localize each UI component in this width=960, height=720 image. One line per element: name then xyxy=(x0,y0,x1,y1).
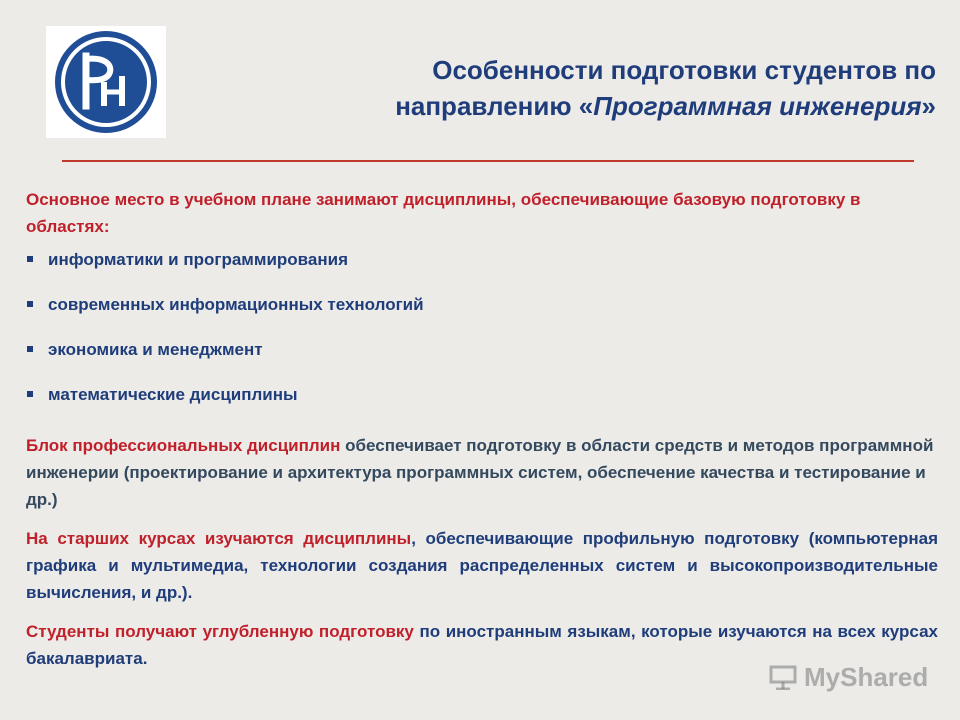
senior-text: , обеспечивающие профильную подготовку (компьютерная графика и мультимедиа, технологии создания распределенных систем и высокопроизводительные вычисления, и др.). xyxy=(26,529,938,602)
bullet-square-icon xyxy=(27,346,33,352)
prof-block-paragraph xyxy=(26,432,938,513)
bullet-list xyxy=(26,246,938,426)
bullet-item: экономика и менеджмент xyxy=(26,336,938,381)
title-suffix: » xyxy=(921,91,936,121)
title-italic: Программная инженерия xyxy=(593,91,922,121)
prof-block-text: обеспечивает подготовку в области средств и методов программной инженерии (проектирование и архитектура программных систем, обеспечение качества и тестирование и др.) xyxy=(26,436,934,509)
bullet-square-icon xyxy=(27,256,33,262)
title-line-1: Особенности подготовки студентов по xyxy=(432,55,936,85)
senior-highlight: На старших курсах изучаются дисциплины xyxy=(26,529,412,548)
title-divider xyxy=(62,160,914,162)
bullet-square-icon xyxy=(27,391,33,397)
watermark-text: MyShared xyxy=(804,662,929,692)
bullet-item: современных информационных технологий xyxy=(26,291,938,336)
watermark-presentation-icon xyxy=(768,664,798,690)
title-prefix: направлению « xyxy=(395,91,594,121)
intro-paragraph: Основное место в учебном плане занимают дисциплины, обеспечивающие базовую подготовку в областях: xyxy=(26,190,861,236)
hse-logo-icon xyxy=(46,26,166,138)
page-title xyxy=(180,52,936,124)
bullet-item: математические дисциплины xyxy=(26,381,938,426)
languages-text: по иностранным языкам, которые изучаются на всех курсах бакалавриата. xyxy=(26,622,938,668)
title-line-2 xyxy=(180,88,936,124)
bullet-item: информатики и программирования xyxy=(26,246,938,291)
languages-highlight: Студенты получают углубленную подготовку xyxy=(26,622,414,641)
bullet-square-icon xyxy=(27,301,33,307)
senior-paragraph xyxy=(26,525,938,606)
watermark xyxy=(768,662,938,692)
slide-content xyxy=(26,186,938,672)
hse-logo xyxy=(46,26,166,138)
prof-block-highlight: Блок профессиональных дисциплин xyxy=(26,436,341,455)
